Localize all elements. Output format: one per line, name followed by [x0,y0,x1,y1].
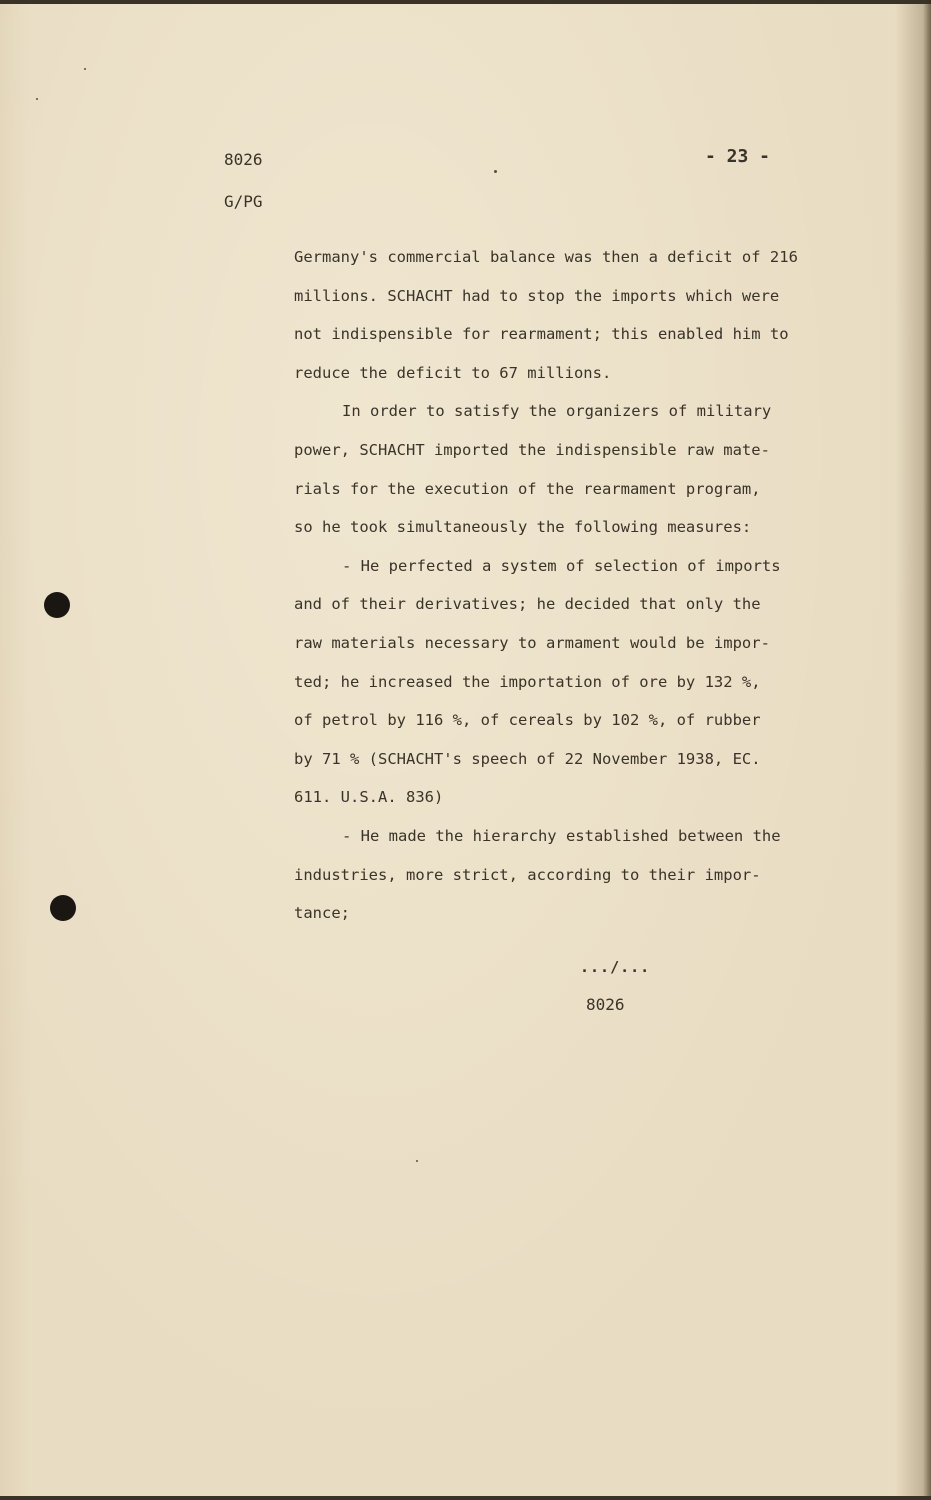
text-line: 611. U.S.A. 836) [294,788,444,807]
continuation-mark: .../... [580,958,651,976]
text-line: In order to satisfy the organizers of military [342,402,772,421]
text-line: - He perfected a system of selection of imports [342,556,781,575]
ink-speck [84,68,86,70]
punch-hole-upper [44,592,70,618]
ink-speck [416,1160,418,1162]
text-line: so he took simultaneously the following measures: [294,518,752,537]
page-number: - 23 - [705,146,771,167]
text-line: reduce the deficit to 67 millions. [294,363,612,382]
text-line: millions. SCHACHT had to stop the imports which were [294,286,780,305]
page-top-edge [0,0,931,4]
page-bottom-edge [0,1496,931,1500]
ink-speck [494,170,497,173]
footer-document-number: 8026 [586,995,625,1014]
text-line: power, SCHACHT imported the indispensible raw mate- [294,440,770,459]
text-line: raw materials necessary to armament would be impor- [294,633,770,652]
page-right-edge [923,0,931,1500]
text-line: rials for the execution of the rearmament program, [294,479,761,498]
text-line: ted; he increased the importation of ore by 132 %, [294,672,761,691]
ink-speck [36,98,38,100]
text-line: and of their derivatives; he decided that only the [294,595,761,614]
text-line: by 71 % (SCHACHT's speech of 22 November 1938, EC. [294,749,761,768]
text-line: - He made the hierarchy established between the [342,826,781,845]
document-code: G/PG [224,192,263,211]
text-line: industries, more strict, according to their impor- [294,865,761,884]
text-line: tance; [294,904,350,923]
document-number: 8026 [224,150,263,169]
text-line: not indispensible for rearmament; this enabled him to [294,325,789,344]
body-text [294,238,824,933]
punch-hole-lower [50,895,76,921]
text-line: of petrol by 116 %, of cereals by 102 %, of rubber [294,711,761,730]
text-line: Germany's commercial balance was then a deficit of 216 [294,248,798,266]
